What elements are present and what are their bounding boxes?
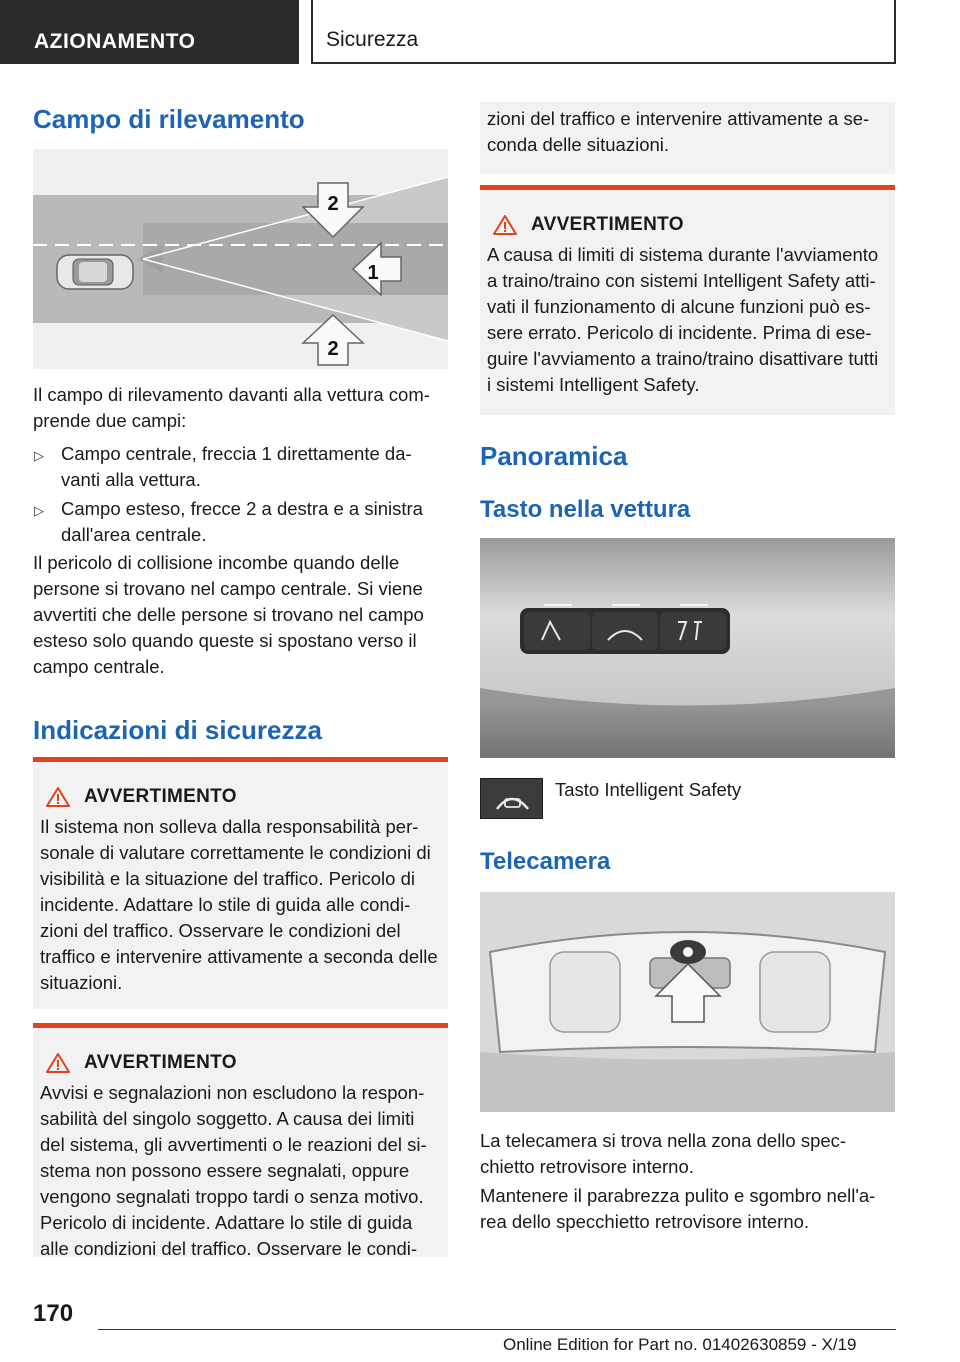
section-tab: Sicurezza xyxy=(311,0,896,64)
label-arrow-1: 1 xyxy=(367,262,379,284)
car-icon xyxy=(57,255,133,289)
chapter-tab: AZIONAMENTO xyxy=(0,0,299,64)
heading-detection-range: Campo di rilevamento xyxy=(33,104,305,134)
warning-text: Avvisi e segnalazioni non escludono la respon-sabilità del singolo soggetto. A causa dei limiti del sistema, gli avvertimenti o le reazioni del si-stema non possono essere segnalati, oppure vengono segnalati troppo tardi o senza motivo. Pericolo di incidente. Adattare lo stile di guida alle condizioni del traffico. Osservare le condi- xyxy=(40,1082,427,1259)
list-item: ▷ Campo esteso, frecce 2 a destra e a sinistra dall'area centrale. xyxy=(34,498,423,545)
warning-triangle-icon xyxy=(46,786,70,808)
label-arrow-2-bottom: 2 xyxy=(327,338,339,360)
warning-box-3 xyxy=(480,185,895,415)
edition-text: Online Edition for Part no. 01402630859 - X/19 xyxy=(503,1335,857,1354)
warning-title: AVVERTIMENTO xyxy=(84,1052,237,1073)
warning-box-1 xyxy=(33,757,448,1009)
footer-divider xyxy=(98,1329,896,1330)
warning-box-2 xyxy=(33,1023,448,1257)
warning-title: AVVERTIMENTO xyxy=(531,214,684,235)
heading-camera: Telecamera xyxy=(480,848,611,875)
collision-paragraph: Il pericolo di collisione incombe quando delle persone si trovano nel campo centrale. Si viene avvertiti che delle persone si trovano nel campo esteso solo quando queste si spostano verso il campo centrale. xyxy=(33,552,424,677)
button-panel-photo xyxy=(480,538,895,758)
heading-safety-notes: Indicazioni di sicurezza xyxy=(33,715,322,745)
warning-text: A causa di limiti di sistema durante l'avviamento a traino/traino con sistemi Intelligent Safety atti-vati il funzionamento di alcune funzioni può es-sere errato. Pericolo di incidente. Prima di ese-guire l'avviamento a traino/traino disattivare tutti i sistemi Intelligent Safety. xyxy=(487,244,879,395)
page-number: 170 xyxy=(33,1300,74,1327)
page-header xyxy=(0,0,960,66)
detection-range-diagram xyxy=(33,149,448,369)
warning-triangle-icon xyxy=(46,1052,70,1074)
heading-overview: Panoramica xyxy=(480,441,628,471)
button-caption: Tasto Intelligent Safety xyxy=(555,779,742,800)
heading-button-in-vehicle: Tasto nella vettura xyxy=(480,496,691,523)
list-item: ▷ Campo centrale, freccia 1 direttamente da-vanti alla vettura. xyxy=(34,443,412,490)
intro-paragraph: Il campo di rilevamento davanti alla vettura com-prende due campi: xyxy=(33,384,430,431)
label-arrow-2-top: 2 xyxy=(327,193,339,215)
camera-paragraph-1: La telecamera si trova nella zona dello spec-chietto retrovisore interno. xyxy=(480,1130,847,1177)
camera-paragraph-2: Mantenere il parabrezza pulito e sgombro nell'a-rea dello specchietto retrovisore interno. xyxy=(480,1185,876,1232)
camera-photo xyxy=(480,892,895,1112)
warning-text: Il sistema non solleva dalla responsabilità per-sonale di valutare correttamente le condizioni di visibilità e la situazione del traffico. Pericolo di incidente. Adattare lo stile di guida alle condi-zioni del traffico. Osservare le condizioni del traffico e intervenire attivamente a seconda delle situazioni. xyxy=(40,816,438,993)
triangle-bullet-icon: ▷ xyxy=(34,503,44,518)
triangle-bullet-icon: ▷ xyxy=(34,448,44,463)
intelligent-safety-button-icon xyxy=(480,778,543,819)
continued-warning-text: zioni del traffico e intervenire attivamente a se-conda delle situazioni. xyxy=(480,102,895,174)
warning-title: AVVERTIMENTO xyxy=(84,786,237,807)
warning-triangle-icon xyxy=(493,214,517,236)
